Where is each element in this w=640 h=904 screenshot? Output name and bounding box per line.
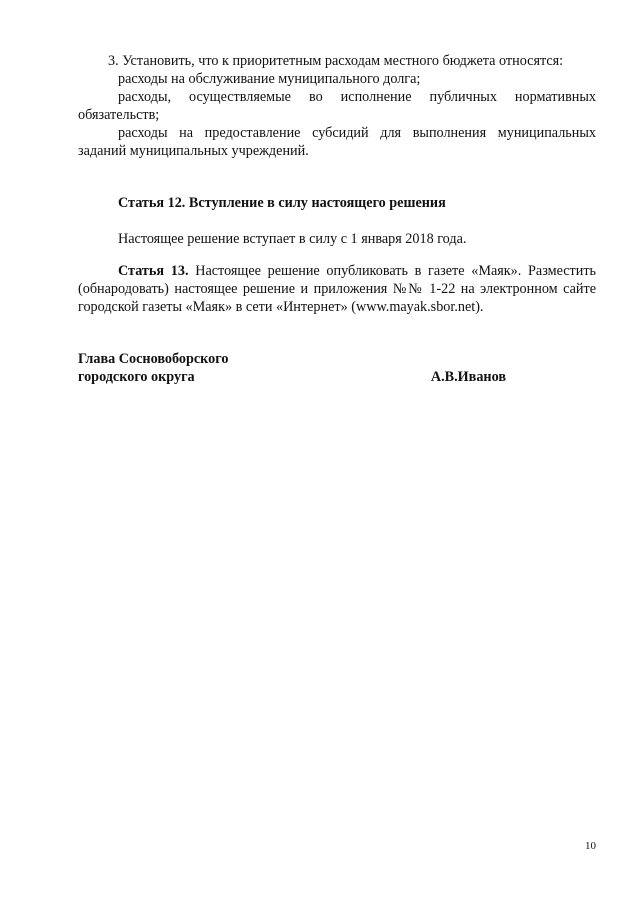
signature-title-line1: Глава Сосновоборского — [78, 351, 229, 367]
article-13-text: Настоящее решение опубликовать в газете «Маяк». Разместить (обнародовать) настоящее решение и приложения №№ 1-22 на электронном сайте городской газеты «Маяк» в сети «Интернет» (www.mayak.sbor.net). — [78, 263, 596, 315]
signature-row — [78, 368, 506, 386]
signature-title-line2: городского округа — [78, 369, 195, 385]
signature-block — [78, 350, 596, 386]
page-number: 10 — [585, 840, 596, 852]
list-item: расходы на обслуживание муниципального долга; — [118, 71, 421, 87]
list-item: расходы, осуществляемые во исполнение публичных нормативных обязательств; — [78, 89, 596, 123]
article-12-text: Настоящее решение вступает в силу с 1 января 2018 года. — [118, 231, 467, 247]
article-12-heading-block — [78, 194, 596, 212]
article-13-paragraph — [78, 262, 596, 316]
list-item: расходы на предоставление субсидий для выполнения муниципальных заданий муниципальных учреждений. — [78, 125, 596, 159]
article-13-label: Статья 13. — [118, 263, 189, 279]
article-13 — [78, 262, 596, 316]
signatory-name: А.В.Иванов — [430, 369, 506, 385]
article-12-body — [78, 230, 596, 248]
article-12-heading: Статья 12. Вступление в силу настоящего решения — [118, 195, 446, 211]
section-3 — [78, 52, 596, 160]
section-3-intro: 3. Установить, что к приоритетным расходам местного бюджета относятся: — [108, 53, 564, 69]
